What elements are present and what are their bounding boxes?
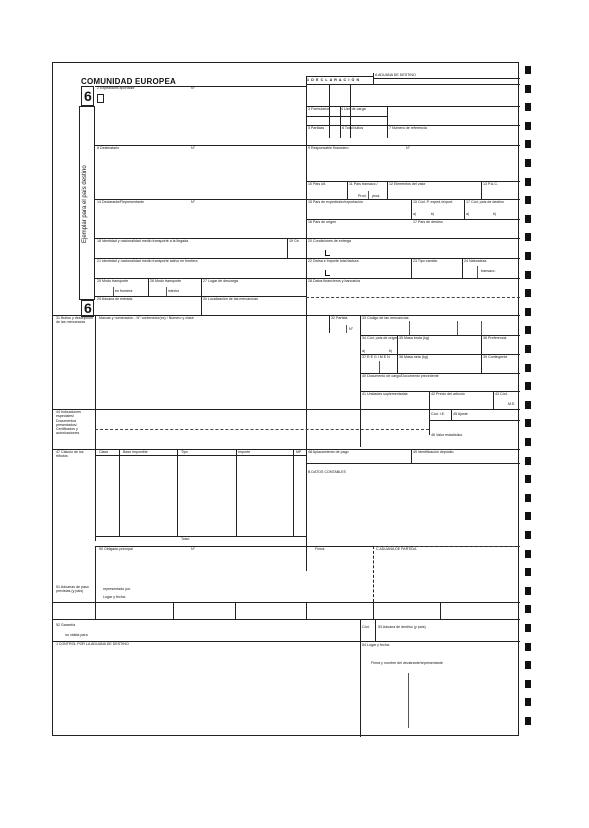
field-43-label: 43 Cód. bbox=[495, 392, 508, 396]
field-27-label: 27 Lugar de descarga bbox=[203, 279, 238, 283]
feed-mark bbox=[525, 680, 531, 688]
field-47-total: Total: bbox=[181, 537, 190, 541]
field-3-label: 3 Formularios bbox=[308, 107, 330, 111]
feed-mark bbox=[525, 605, 531, 613]
customs-form-page: COMUNIDAD EUROPEA A ADUANA DE DESTINO 1 D E C L A R A C I Ó N 6 Ejemplar para el país destino 6 2 Expedidor/Exportador N° 3 Formularios 4 List. de carga 5 Partidas 6 Total bultos 7 Número de referencia 8 Destinatario N° 9 Responsable financiero N° 10 País últ. 11 País transacc./ Prod. prod. 12 Elementos del valor 13 P.A.C. 14 Declarante/Representante N° 15 País de expedición/exportación 15 Cód. P. exped./export. 17 Cód. país de destino a| b| a| b| 16 País de origen 17 País de destino 18 Identidad y nacionalidad medio transporte a la llegada 19 Ctr. 20 Condiciones de entrega 21 Identidad y nacionalidad medio transporte activo en frontera 22 Divisa e importe total factura 23 Tipo cambio 24 Naturaleza transacc. 25 Modo transporte en frontera 26 Modo transporte interior 27 Lugar de descarga 28 Datos financieros y bancarios 29 Aduana de entrada 30 Localización de las mercancías 31 Bultos y descripción de las mercancías Marcas y numeración - N° contenedor(es) / Número y clase 32 Partida N° 33 Código de las mercancías 34 Cód. país de origen 35 Masa bruta (kg) 36 Preferencia a| b| 37 R É G I M E N 38 Masa neta (kg) 39 Contingente 40 Documento de cargo/Documento precedente 41 Unidades suplementarias 42 Precio del artículo 43 Cód. M.E. 44 Indicaciones especiales/ Documentos presentados/ Certificados y autorizaciones Cód. I.E. 45 Ajuste 46 Valor estadístico 47 Cálculo de los tributos Clase Base imponible Tipo Importe MP Total: 48 Aplazamiento de pago 49 Identificación depósito B DATOS CONTABLES 50 Obligado principal N° Firma: C ADUANA DE PARTIDA representado por Lugar y fecha: 51 Aduanas de paso previstas (y país) 52 Garantía no válida para Cód. 53 Aduana de destino (y país) J CONTROL POR LA ADUANA DE DESTINO 54 Lugar y fecha: Firma y nombre del declarante/representante bbox=[52, 62, 519, 736]
field-43b-label: M.E. bbox=[508, 402, 516, 406]
copy-number: 6 bbox=[84, 88, 92, 104]
feed-mark bbox=[525, 271, 531, 279]
feed-mark bbox=[525, 457, 531, 465]
field-37-label: 37 R É G I M E N bbox=[362, 355, 390, 359]
feed-mark bbox=[525, 438, 531, 446]
field-38-label: 38 Masa neta (kg) bbox=[399, 355, 428, 359]
field-29-label: 29 Aduana de entrada bbox=[97, 297, 133, 301]
feed-mark bbox=[525, 345, 531, 353]
printer-feed-marks bbox=[525, 66, 533, 738]
field-45-label: 45 Ajuste bbox=[453, 412, 468, 416]
field-52-label: 52 Garantía bbox=[56, 623, 75, 627]
field-11-label: 11 País transacc./ bbox=[349, 182, 378, 186]
field-c-label: C ADUANA DE PARTIDA bbox=[376, 547, 417, 551]
feed-mark bbox=[525, 550, 531, 558]
feed-mark bbox=[525, 252, 531, 260]
feed-mark bbox=[525, 475, 531, 483]
feed-mark bbox=[525, 401, 531, 409]
field-34b: b| bbox=[389, 349, 392, 353]
box-a-label: A ADUANA DE DESTINO bbox=[375, 73, 416, 77]
field-25b-label: en frontera bbox=[115, 289, 133, 293]
field-26-label: 26 Modo transporte bbox=[150, 279, 182, 283]
field-35-label: 35 Masa bruta (kg) bbox=[399, 336, 430, 340]
feed-mark bbox=[525, 531, 531, 539]
field-15a-label: 15 Cód. P. exped./export. bbox=[413, 200, 454, 204]
field-9-label: 9 Responsable financiero bbox=[308, 146, 349, 150]
field-50-signature: Firma: bbox=[315, 547, 326, 551]
feed-mark bbox=[525, 512, 531, 520]
feed-mark bbox=[525, 717, 531, 725]
field-42-label: 42 Precio del artículo bbox=[431, 392, 465, 396]
field-30-label: 30 Localización de las mercancías bbox=[203, 297, 258, 301]
field-18-label: 18 Identidad y nacionalidad medio transporte a la llegada bbox=[97, 239, 189, 243]
field-54-label: 54 Lugar y fecha: bbox=[362, 643, 390, 647]
field-34-label: 34 Cód. país de origen bbox=[362, 336, 399, 340]
field-14-label: 14 Declarante/Representante bbox=[97, 200, 144, 204]
field-33-label: 33 Código de las mercancías bbox=[362, 316, 409, 320]
field-50-lugar: Lugar y fecha: bbox=[103, 595, 126, 599]
feed-mark bbox=[525, 140, 531, 148]
field-11-prod: Prod. bbox=[358, 194, 367, 198]
copy-number-bottom: 6 bbox=[84, 300, 92, 316]
field-17a-label: 17 Cód. país de destino bbox=[466, 200, 504, 204]
field-51-label: 51 Aduanas de paso previstas (y país) bbox=[56, 585, 89, 594]
feed-mark bbox=[525, 643, 531, 651]
field-2-no: N° bbox=[191, 86, 196, 90]
field-31-label: 31 Bultos y descripción de las mercancías bbox=[56, 316, 93, 325]
field-47-col-tipo: Tipo bbox=[181, 450, 188, 454]
field-44b-label: Cód. I.E. bbox=[431, 412, 445, 416]
feed-mark bbox=[525, 159, 531, 167]
field-5-label: 5 Partidas bbox=[308, 126, 325, 130]
feed-mark bbox=[525, 178, 531, 186]
field-10-label: 10 País últ. bbox=[308, 182, 326, 186]
field-23-label: 23 Tipo cambio bbox=[413, 259, 438, 263]
field-25-label: 25 Modo transporte bbox=[97, 279, 129, 283]
field-34a: a| bbox=[362, 349, 365, 353]
field-17-label: 17 País de destino bbox=[413, 220, 443, 224]
field-2-checkbox[interactable] bbox=[97, 94, 104, 103]
field-26b-label: interior bbox=[168, 289, 179, 293]
field-53-label: 53 Aduana de destino (y país) bbox=[378, 625, 426, 629]
field-13-label: 13 P.A.C. bbox=[483, 182, 498, 186]
feed-mark bbox=[525, 624, 531, 632]
field-49-label: 49 Identificación depósito bbox=[413, 450, 454, 454]
field-24-label: 24 Naturaleza bbox=[464, 259, 487, 263]
field-41-label: 41 Unidades suplementarias bbox=[362, 392, 408, 396]
field-44-label: 44 Indicaciones especiales/ Documentos presentados/ Certificados y autorizaciones bbox=[56, 410, 81, 436]
field-6-label: 6 Total bultos bbox=[342, 126, 364, 130]
field-50-no: N° bbox=[191, 547, 196, 551]
declaration-label: 1 D E C L A R A C I Ó N bbox=[307, 78, 360, 82]
field-47-col-importe: Importe bbox=[238, 450, 251, 454]
feed-mark bbox=[525, 233, 531, 241]
field-14-no: N° bbox=[191, 200, 196, 204]
field-8-label: 8 Destinatario bbox=[97, 146, 120, 150]
feed-mark bbox=[525, 196, 531, 204]
field-22-label: 22 Divisa e importe total factura bbox=[308, 259, 359, 263]
field-16-label: 16 País de origen bbox=[308, 220, 337, 224]
feed-mark bbox=[525, 494, 531, 502]
field-52b-label: no válida para bbox=[65, 633, 88, 637]
field-8-no: N° bbox=[191, 146, 196, 150]
feed-mark bbox=[525, 122, 531, 130]
field-50-label: 50 Obligado principal bbox=[99, 547, 133, 551]
field-4-label: 4 List. de carga bbox=[341, 107, 366, 111]
feed-mark bbox=[525, 698, 531, 706]
field-54b-label: Firma y nombre del declarante/representante bbox=[371, 661, 443, 665]
feed-mark bbox=[525, 103, 531, 111]
field-24b-label: transacc. bbox=[481, 269, 496, 273]
field-15-label: 15 País de expedición/exportación bbox=[308, 200, 363, 204]
form-title: COMUNIDAD EUROPEA bbox=[81, 77, 176, 86]
feed-mark bbox=[525, 289, 531, 297]
feed-mark bbox=[525, 568, 531, 576]
feed-mark bbox=[525, 326, 531, 334]
field-32-label: 32 Partida bbox=[331, 316, 348, 320]
field-50-rep: representado por bbox=[103, 587, 131, 591]
field-21-label: 21 Identidad y nacionalidad medio transporte activo en frontera bbox=[97, 259, 198, 263]
feed-mark bbox=[525, 587, 531, 595]
field-20-label: 20 Condiciones de entrega bbox=[308, 239, 351, 243]
field-28-label: 28 Datos financieros y bancarios bbox=[308, 279, 361, 283]
field-47-col-clase: Clase bbox=[99, 450, 109, 454]
field-11-prod2: prod. bbox=[372, 194, 381, 198]
field-52c-label: Cód. bbox=[362, 625, 370, 629]
feed-mark bbox=[525, 215, 531, 223]
field-19-label: 19 Ctr. bbox=[289, 239, 300, 243]
field-48-label: 48 Aplazamiento de pago bbox=[308, 450, 349, 454]
field-b-label: B DATOS CONTABLES bbox=[308, 470, 346, 474]
field-47-col-base: Base imponible bbox=[123, 450, 148, 454]
feed-mark bbox=[525, 308, 531, 316]
field-2-label: 2 Expedidor/Exportador bbox=[97, 86, 135, 90]
field-47-col-mp: MP bbox=[296, 450, 302, 454]
field-36-label: 36 Preferencia bbox=[483, 336, 507, 340]
vertical-copy-label: Ejemplar para el país destino bbox=[82, 165, 88, 243]
field-40-label: 40 Documento de cargo/Documento precedente bbox=[362, 374, 439, 378]
field-32-no: N° bbox=[349, 327, 354, 331]
field-39-label: 39 Contingente bbox=[483, 355, 508, 359]
field-j-label: J CONTROL POR LA ADUANA DE DESTINO bbox=[56, 642, 129, 646]
field-31b-label: Marcas y numeración - N° contenedor(es) / Número y clase bbox=[99, 316, 194, 320]
field-7-label: 7 Número de referencia bbox=[389, 126, 427, 130]
feed-mark bbox=[525, 66, 531, 74]
feed-mark bbox=[525, 661, 531, 669]
field-9-no: N° bbox=[406, 146, 411, 150]
feed-mark bbox=[525, 382, 531, 390]
feed-mark bbox=[525, 419, 531, 427]
feed-mark bbox=[525, 85, 531, 93]
feed-mark bbox=[525, 364, 531, 372]
field-47-label: 47 Cálculo de los tributos bbox=[56, 450, 84, 459]
field-46-label: 46 Valor estadístico bbox=[431, 433, 463, 437]
field-12-label: 12 Elementos del valor bbox=[389, 182, 426, 186]
